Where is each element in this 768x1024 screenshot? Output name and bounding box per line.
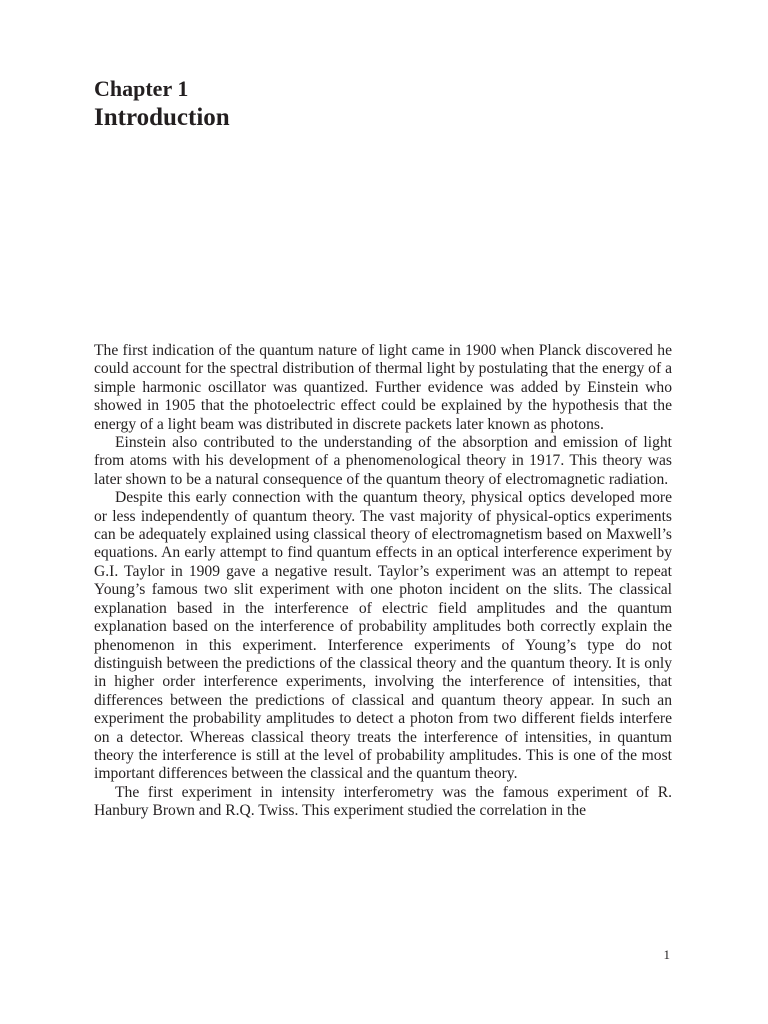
paragraph-2: Einstein also contributed to the understanding of the absorption and emission of light from atoms with his development of a phenomenological theory in 1917. This theory was later shown to be a natural consequence of the quantum theory of electromagnetic radiation. <box>94 434 672 488</box>
paragraph-4: The first experiment in intensity interferometry was the famous experiment of R. Hanbury Brown and R.Q. Twiss. This experiment studied the correlation in the <box>94 783 672 820</box>
chapter-title: Introduction <box>94 104 230 131</box>
chapter-label: Chapter 1 <box>94 76 189 101</box>
page-number: 1 <box>663 947 670 962</box>
paragraph-3: Despite this early connection with the quantum theory, physical optics developed more or less independently of quantum theory. The vast majority of physical-optics experiments can be adequately explained using classical theory of electromagnetism based on Maxwell’s equations. An early attempt to find quantum effects in an optical interference experiment by G.I. Taylor in 1909 gave a negative result. Taylor’s experiment was an attempt to repeat Young’s famous two slit experiment with one photon incident on the slits. The classical explanation based in the interference of electric field amplitudes and the quantum explanation based on the interference of probability amplitudes both correctly explain the phenomenon in this experiment. Interference experiments of Young’s type do not distinguish between the predictions of the classical theory and the quantum theory. It is only in higher order interference experiments, involving the interference of intensities, that differences between the predictions of classical and quantum theory appear. In such an experiment the probability amplitudes to detect a photon from two different fields interfere on a detector. Whereas classical theory treats the interference of intensities, in quantum theory the interference is still at the level of probability amplitudes. This is one of the most important differences between the classical and the quantum theory. <box>94 489 672 783</box>
body-text <box>94 342 672 821</box>
paragraph-1: The first indication of the quantum nature of light came in 1900 when Planck discovered he could account for the spectral distribution of thermal light by postulating that the energy of a simple harmonic oscillator was quantized. Further evidence was added by Einstein who showed in 1905 that the photoelectric effect could be explained by the hypothesis that the energy of a light beam was distributed in discrete packets later known as photons. <box>94 342 672 433</box>
